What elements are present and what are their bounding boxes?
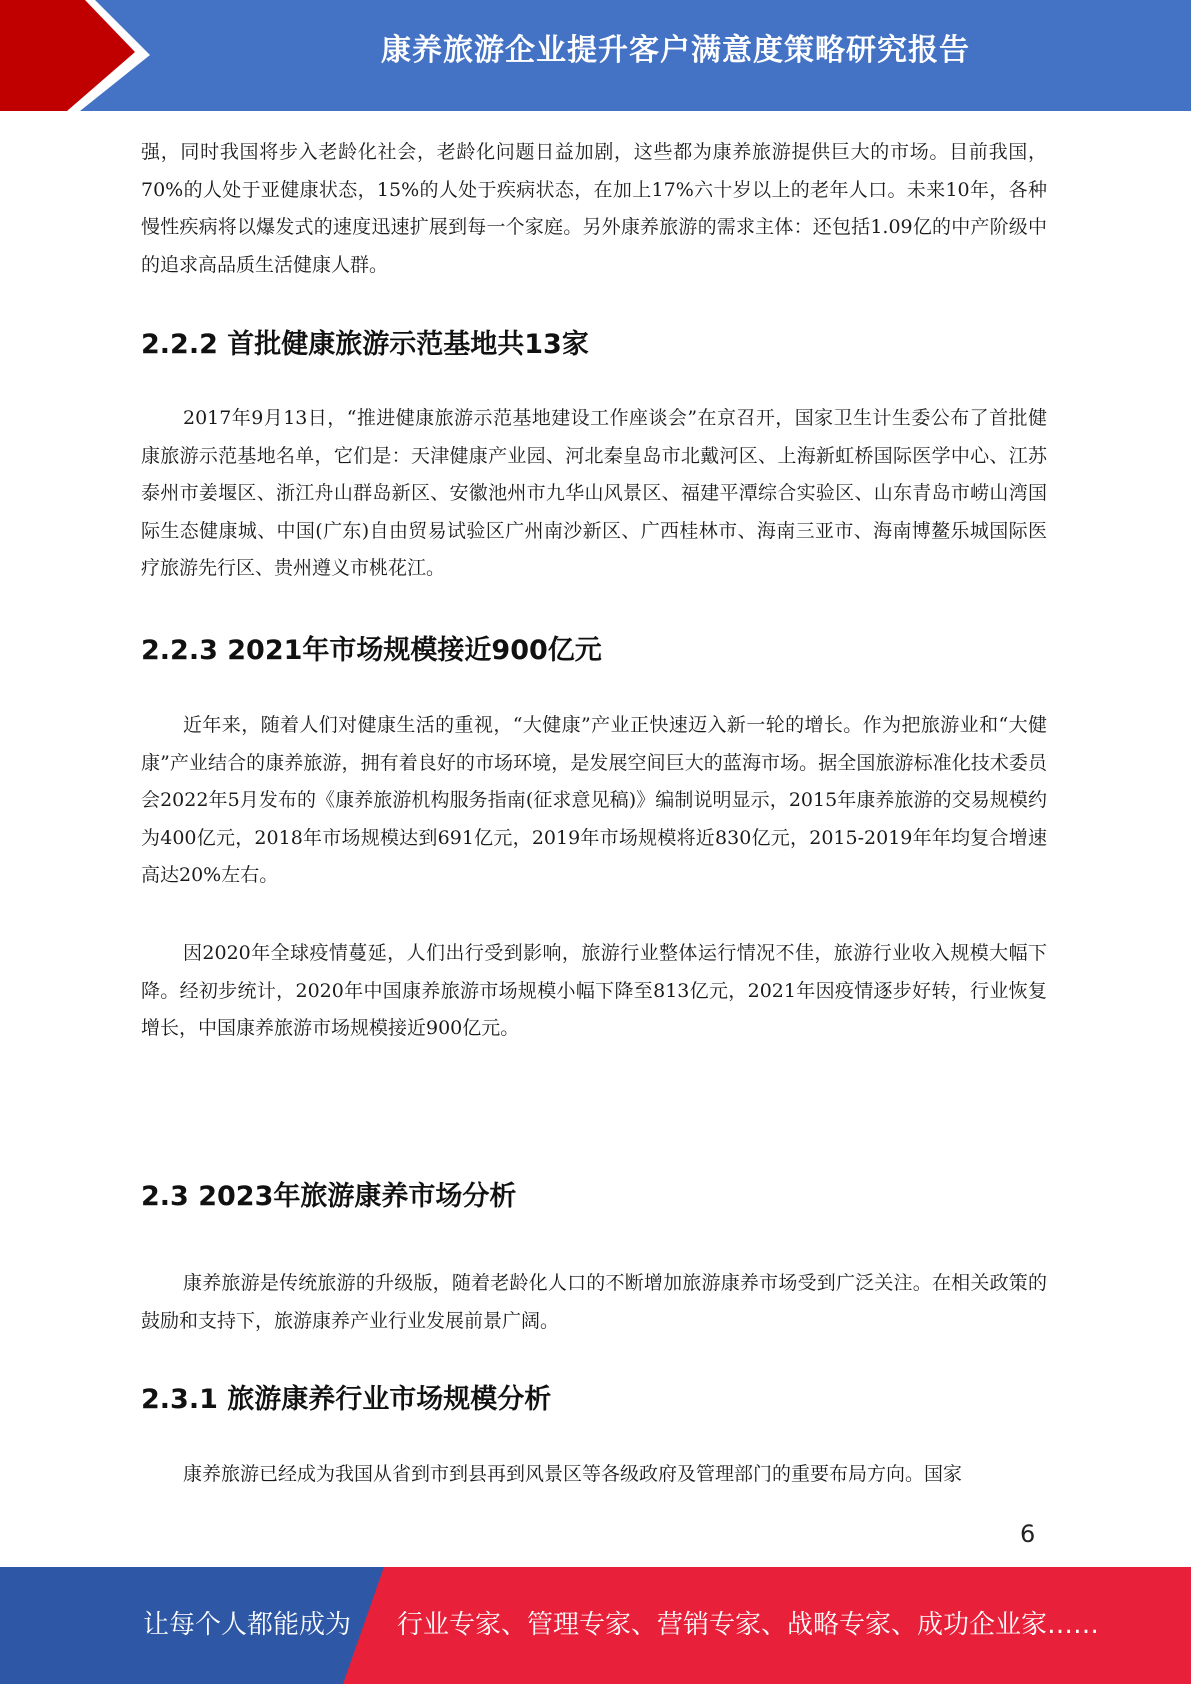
section-heading-2-3: 2.3 2023年旅游康养市场分析 xyxy=(141,1181,517,1212)
section-heading-2-3-1: 2.3.1 旅游康养行业市场规模分析 xyxy=(141,1384,552,1415)
paragraph-demonstration-bases: 2017年9月13日，“推进健康旅游示范基地建设工作座谈会”在京召开，国家卫生计生委公布了首批健康旅游示范基地名单，它们是：天津健康产业园、河北秦皇岛市北戴河区、上海新虹桥国际医学中心、江苏泰州市姜堰区、浙江舟山群岛新区、安徽池州市九华山风景区、福建平潭综合实验区、山东青岛市崂山湾国际生态健康城、中国(广东)自由贸易试验区广州南沙新区、广西桂林市、海南三亚市、海南博鳌乐城国际医疗旅游先行区、贵州遵义市桃花江。 xyxy=(141,407,1047,579)
page-number: 6 xyxy=(1020,1520,1036,1548)
paragraph-government-layout: 康养旅游已经成为我国从省到市到县再到风景区等各级政府及管理部门的重要布局方向。国家 xyxy=(183,1463,963,1485)
page-footer xyxy=(0,1567,1191,1684)
paragraph-pandemic-impact: 因2020年全球疫情蔓延，人们出行受到影响，旅游行业整体运行情况不佳，旅游行业收入规模大幅下降。经初步统计，2020年中国康养旅游市场规模小幅下降至813亿元，2021年因疫情逐步好转，行业恢复增长，中国康养旅游市场规模接近900亿元。 xyxy=(141,942,1047,1039)
footer-slogan-right: 行业专家、管理专家、营销专家、战略专家、成功企业家…… xyxy=(397,1610,1100,1640)
paragraph-market-demand: 强，同时我国将步入老龄化社会，老龄化问题日益加剧，这些都为康养旅游提供巨大的市场。目前我国，70%的人处于亚健康状态，15%的人处于疾病状态，在加上17%六十岁以上的老年人口。未来10年，各种慢性疾病将以爆发式的速度迅速扩展到每一个家庭。另外康养旅游的需求主体：还包括1.09亿的中产阶级中的追求高品质生活健康人群。 xyxy=(141,141,1047,276)
document-title: 康养旅游企业提升客户满意度策略研究报告 xyxy=(381,33,970,68)
paragraph-market-growth: 近年来，随着人们对健康生活的重视，“大健康”产业正快速迈入新一轮的增长。作为把旅游业和“大健康”产业结合的康养旅游，拥有着良好的市场环境，是发展空间巨大的蓝海市场。据全国旅游标准化技术委员会2022年5月发布的《康养旅游机构服务指南(征求意见稿)》编制说明显示，2015年康养旅游的交易规模约为400亿元，2018年市场规模达到691亿元，2019年市场规模将近830亿元，2015-2019年年均复合增速高达20%左右。 xyxy=(141,714,1047,886)
footer-slogan-left: 让每个人都能成为 xyxy=(143,1610,352,1640)
paragraph-upgraded-tourism: 康养旅游是传统旅游的升级版，随着老龄化人口的不断增加旅游康养市场受到广泛关注。在相关政策的鼓励和支持下，旅游康养产业行业发展前景广阔。 xyxy=(141,1272,1047,1332)
section-heading-2-2-2: 2.2.2 首批健康旅游示范基地共13家 xyxy=(141,329,589,360)
section-heading-2-2-3: 2.2.3 2021年市场规模接近900亿元 xyxy=(141,635,602,666)
page-header xyxy=(0,0,1191,111)
